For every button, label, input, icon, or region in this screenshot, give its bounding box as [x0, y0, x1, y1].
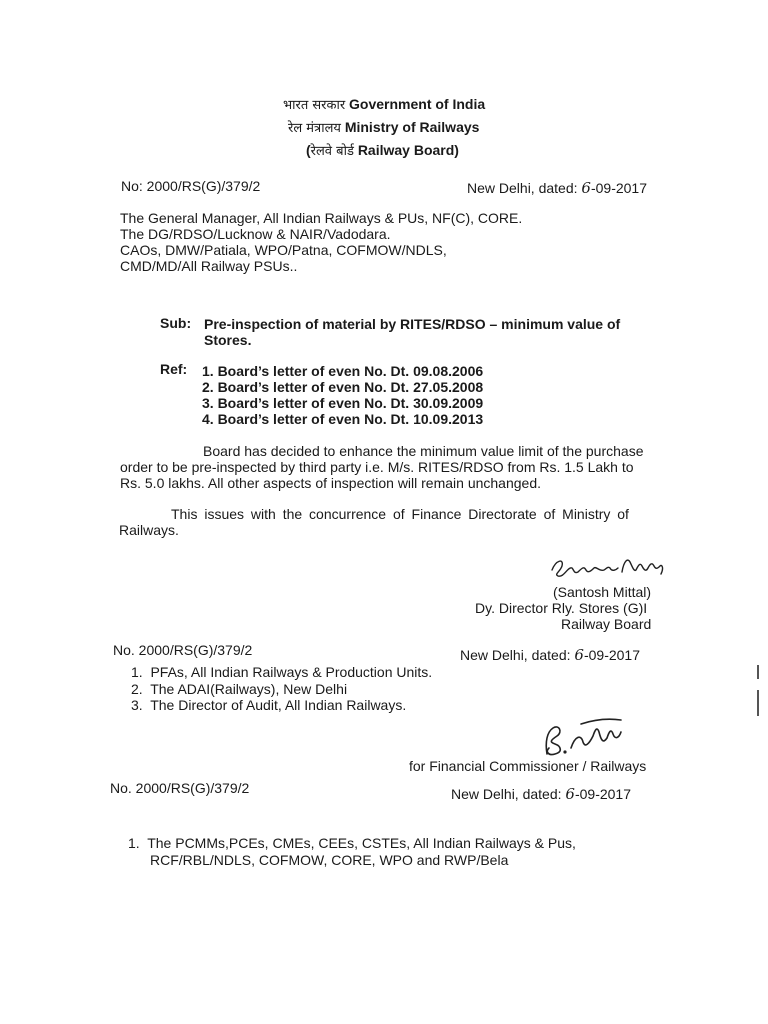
letter-date: [451, 786, 631, 803]
scan-edge-mark: [757, 665, 759, 679]
addressee-line: The DG/RDSO/Lucknow & NAIR/Vadodara.: [120, 226, 391, 242]
copy-list-text: The Director of Audit, All Indian Railways.: [150, 697, 407, 713]
header-hindi-government: भारत सरकार: [283, 98, 346, 113]
body-paragraph-line: Board has decided to enhance the minimum value limit of the purchase: [203, 443, 644, 459]
copy-list-text-continued: RCF/RBL/NDLS, COFMOW, CORE, WPO and RWP/Bela: [150, 852, 509, 868]
references-label: Ref:: [160, 361, 188, 377]
financial-commissioner-line: for Financial Commissioner / Railways: [409, 758, 647, 774]
date-label: New Delhi, dated:: [451, 786, 562, 802]
subject-text: Pre-inspection of material by RITES/RDSO – minimum value of: [204, 316, 621, 332]
reference-item: 1. Board’s letter of even No. Dt. 09.08.2006: [202, 363, 484, 379]
date-month-year: -09-2017: [590, 180, 647, 196]
reference-item: 3. Board’s letter of even No. Dt. 30.09.2009: [202, 395, 484, 411]
handwritten-signature-graphic: [537, 714, 627, 760]
body-paragraph-line: Rs. 5.0 lakhs. All other aspects of inspection will remain unchanged.: [120, 475, 542, 491]
date-month-year: -09-2017: [583, 647, 640, 663]
header-line-ministry: [288, 118, 479, 136]
date-day-handwritten: 6: [565, 785, 575, 803]
letter-date: [460, 647, 640, 664]
letter-number: No: 2000/RS(G)/379/2: [121, 178, 261, 194]
date-day-handwritten: 6: [581, 179, 591, 197]
signature-financial: [537, 714, 627, 760]
body-paragraph-line: order to be pre-inspected by third party i.e. M/s. RITES/RDSO from Rs. 1.5 Lakh to: [120, 459, 634, 475]
letter-date: [467, 180, 647, 197]
reference-item: 4. Board’s letter of even No. Dt. 10.09.2013: [202, 411, 484, 427]
date-label: New Delhi, dated:: [460, 647, 571, 663]
header-hindi-board: रेलवे बोर्ड: [310, 144, 354, 159]
scan-edge-mark: [757, 690, 759, 716]
body-paragraph-line: Railways.: [119, 522, 179, 538]
date-day-handwritten: 6: [574, 646, 584, 664]
copy-list-text: The ADAI(Railways), New Delhi: [150, 681, 348, 697]
header-open-paren: (: [306, 142, 311, 158]
header-english-ministry: Ministry of Railways: [344, 119, 480, 135]
signatory-name: (Santosh Mittal): [553, 584, 652, 600]
date-label: New Delhi, dated:: [467, 180, 578, 196]
addressee-line: CAOs, DMW/Patiala, WPO/Patna, COFMOW/NDLS,: [120, 242, 447, 258]
subject-text-continued: Stores.: [204, 332, 252, 348]
signature-santosh-mittal: [548, 552, 666, 582]
copy-list-number: 2.: [131, 681, 143, 697]
header-hindi-ministry: रेल मंत्रालय: [288, 121, 341, 136]
copy-list-item: [131, 681, 347, 698]
header-line-board: [306, 141, 459, 159]
copy-list-item: [131, 664, 432, 681]
letter-number: No. 2000/RS(G)/379/2: [113, 642, 253, 658]
signatory-office: Railway Board: [561, 616, 652, 632]
copy-list-item: [131, 697, 406, 714]
copy-list-item: [128, 835, 576, 852]
copy-list-text: PFAs, All Indian Railways & Production Units.: [150, 664, 433, 680]
subject-label: Sub:: [160, 315, 192, 331]
date-month-year: -09-2017: [574, 786, 631, 802]
handwritten-signature-graphic: [548, 552, 666, 582]
copy-list-number: 1.: [128, 835, 140, 851]
header-line-government: [283, 95, 485, 113]
reference-item: 2. Board’s letter of even No. Dt. 27.05.2008: [202, 379, 484, 395]
addressee-line: CMD/MD/All Railway PSUs..: [120, 258, 298, 274]
copy-list-text: The PCMMs,PCEs, CMEs, CEEs, CSTEs, All Indian Railways & Pus,: [147, 835, 576, 851]
copy-list-number: 1.: [131, 664, 143, 680]
addressee-line: The General Manager, All Indian Railways & PUs, NF(C), CORE.: [120, 210, 523, 226]
header-english-board: Railway Board): [357, 142, 459, 158]
letter-number: No. 2000/RS(G)/379/2: [110, 780, 250, 796]
body-paragraph-line: This issues with the concurrence of Finance Directorate of Ministry of: [171, 506, 629, 522]
copy-list-number: 3.: [131, 697, 143, 713]
header-english-government: Government of India: [349, 96, 486, 112]
signatory-designation: Dy. Director Rly. Stores (G)I: [475, 600, 648, 616]
